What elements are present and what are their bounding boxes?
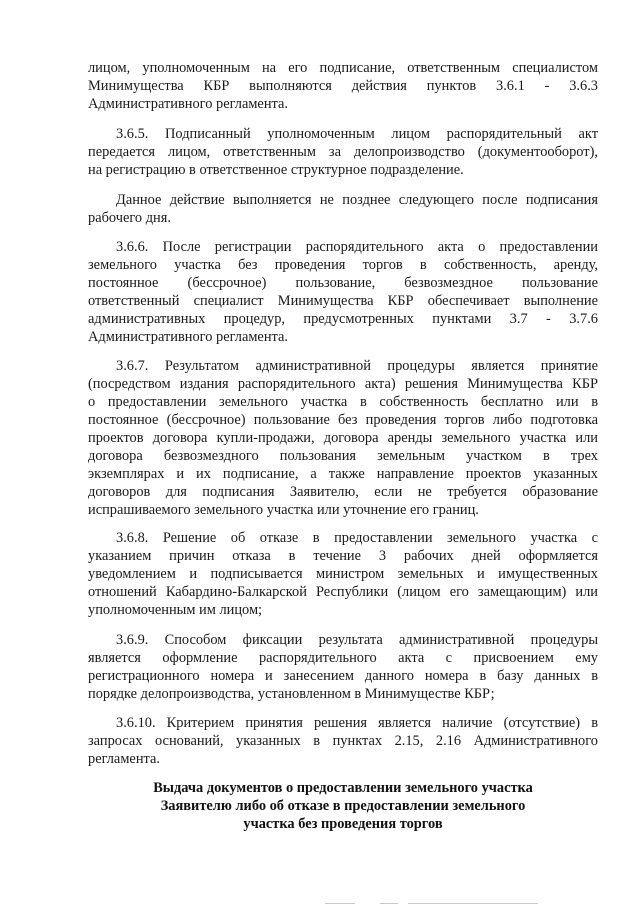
- text-line: уведомлением и подписывается министром земельных и имущественных: [88, 566, 598, 582]
- text-line: Минимущества КБР выполняются действия пунктов 3.6.1 - 3.6.3: [88, 78, 598, 94]
- section-heading-line: Заявителю либо об отказе в предоставлении земельного: [160, 798, 526, 814]
- text-line: 3.6.9. Способом фиксации результата административной процедуры: [116, 632, 598, 648]
- text-line: ответственный специалист Минимущества КБР обеспечивает выполнение: [88, 293, 598, 309]
- text-line: указанием причин отказа в течение 3 рабочих дней оформляется: [88, 548, 598, 564]
- text-line: 3.6.7. Результатом административной процедуры является принятие: [116, 358, 598, 374]
- text-line: на регистрацию в ответственное структурное подразделение.: [88, 162, 464, 178]
- text-line: административных процедур, предусмотренных пунктами 3.7 - 3.7.6: [88, 311, 598, 327]
- text-line: рабочего дня.: [88, 210, 171, 226]
- text-line: Данное действие выполняется не позднее следующего после подписания: [116, 192, 598, 208]
- text-line: регламента.: [88, 751, 160, 767]
- scan-artifact: [408, 903, 538, 904]
- text-line: 3.6.10. Критерием принятия решения является наличие (отсутствие) в: [116, 715, 598, 731]
- text-line: постоянное (бессрочное) пользование без проведения торгов либо подготовка: [88, 412, 598, 428]
- text-line: экземплярах и их подписание, а также направление проектов указанных: [88, 466, 598, 482]
- scan-artifact: [325, 903, 355, 904]
- text-line: (посредством издания распорядительного акта) решения Минимущества КБР: [88, 376, 598, 392]
- section-heading-line: участка без проведения торгов: [243, 816, 443, 832]
- text-line: постоянное (бессрочное) пользование, безвозмездное пользование: [88, 275, 598, 291]
- text-line: 3.6.8. Решение об отказе в предоставлении земельного участка с: [116, 530, 598, 546]
- text-line: о предоставлении земельного участка в собственность бесплатно или в: [88, 394, 598, 410]
- text-line: 3.6.5. Подписанный уполномоченным лицом распорядительный акт: [116, 126, 598, 142]
- text-line: договора безвозмездного пользования земельным участком в трех: [88, 448, 598, 464]
- section-heading-line: Выдача документов о предоставлении земельного участка: [153, 780, 533, 796]
- text-line: Административного регламента.: [88, 329, 288, 345]
- text-line: договоров для подписания Заявителю, если не требуется образование: [88, 484, 598, 500]
- text-line: запросах оснований, указанных в пунктах 2.15, 2.16 Административного: [88, 733, 598, 749]
- text-line: Административного регламента.: [88, 96, 288, 112]
- text-line: порядке делопроизводства, установленном в Минимуществе КБР;: [88, 686, 495, 702]
- text-line: уполномоченным им лицом;: [88, 602, 263, 618]
- text-line: отношений Кабардино-Балкарской Республики (лицом его замещающим) или: [88, 584, 598, 600]
- scan-artifact: [380, 903, 398, 904]
- text-line: земельного участка без проведения торгов в собственность, аренду,: [88, 257, 598, 273]
- text-line: испрашиваемого земельного участка или уточнение его границ.: [88, 502, 479, 518]
- text-line: проектов договора купли-продажи, договора аренды земельного участка или: [88, 430, 598, 446]
- text-line: 3.6.6. После регистрации распорядительного акта о предоставлении: [116, 239, 598, 255]
- text-line: является оформление распорядительного акта с присвоением ему: [88, 650, 598, 666]
- text-line: лицом, уполномоченным на его подписание, ответственным специалистом: [88, 60, 598, 76]
- text-line: передается лицом, ответственным за делопроизводство (документооборот),: [88, 144, 598, 160]
- text-line: регистрационного номера и занесением данного номера в базу данных в: [88, 668, 598, 684]
